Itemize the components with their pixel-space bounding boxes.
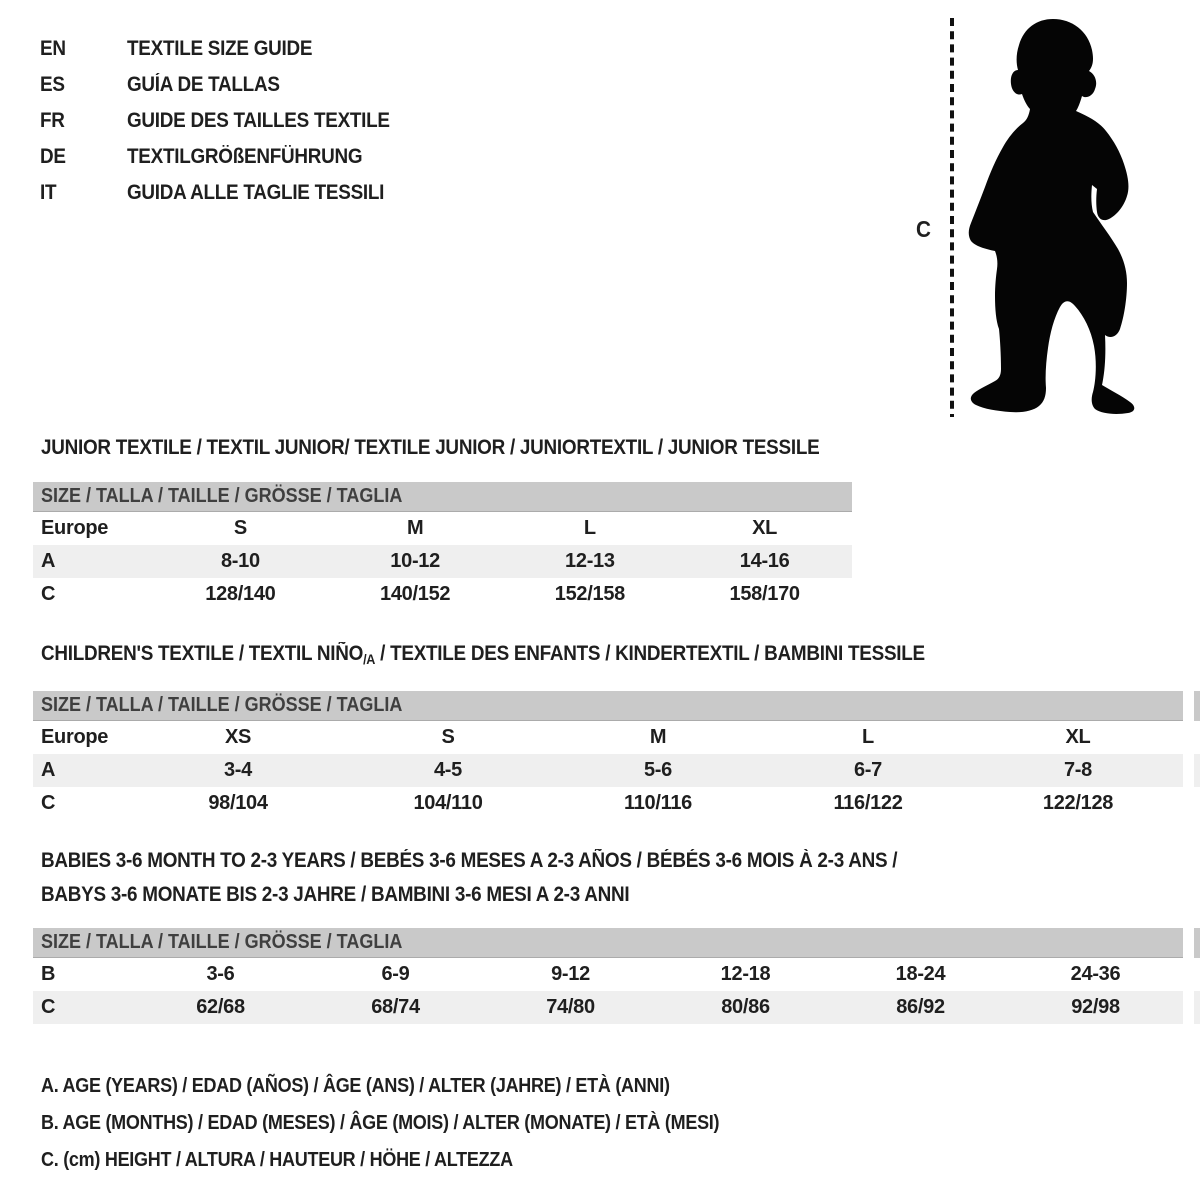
lang-row-de [40,139,419,175]
table-row [33,991,1183,1024]
size-cell: XL [752,517,778,539]
height-cell: 122/128 [1042,792,1114,814]
age-cell: 7-8 [1063,759,1092,781]
baby-silhouette-icon [969,19,1135,414]
age-cell: 12-18 [720,963,771,985]
age-cell: 12-13 [565,550,615,572]
size-cell: L [583,517,596,539]
age-cell: 10-12 [390,550,440,572]
height-cell: 92/98 [1071,996,1120,1018]
height-cell: 98/104 [208,792,268,814]
size-cell: S [233,517,247,539]
size-cell: S [441,726,455,748]
height-cell: 140/152 [380,583,451,605]
table-row [33,578,852,611]
row-label: C [41,792,56,814]
size-cell: XS [224,726,252,748]
lang-title-es: GUÍA DE TALLAS [127,73,280,96]
legend-line-c: C. (cm) HEIGHT / ALTURA / HAUTEUR / HÖHE / ALTEZZA [41,1149,513,1171]
table-row [33,754,1183,787]
table-edge-sliver [1194,754,1200,787]
lang-row-es [40,67,419,103]
junior-size-table [33,482,852,611]
lang-title-de: TEXTILGRÖßENFÜHRUNG [127,145,363,168]
row-label: Europe [41,726,109,748]
junior-table-header: SIZE / TALLA / TAILLE / GRÖSSE / TAGLIA [33,482,852,512]
table-edge-sliver [1194,991,1200,1024]
lang-code-de: DE [40,145,66,168]
table-row [33,721,1183,754]
children-table-header: SIZE / TALLA / TAILLE / GRÖSSE / TAGLIA [33,691,1183,721]
age-cell: 5-6 [643,759,672,781]
lang-code-it: IT [40,181,57,204]
height-measure-label: C [916,216,931,242]
children-size-table [33,691,1183,820]
height-cell: 158/170 [729,583,800,605]
height-figure [900,10,1200,430]
height-cell: 110/116 [624,792,692,814]
size-cell: XL [1065,726,1091,748]
lang-row-en [40,31,419,67]
children-section-heading: CHILDREN'S TEXTILE / TEXTIL $NIÑO_{/A}$ / TEXTILE DES ENFANTS / KINDERTEXTIL / BAMBINI TESSILE [41,642,925,667]
age-cell: 6-9 [381,963,410,985]
table-row [33,545,852,578]
measure-legend [41,1068,795,1179]
age-cell: 24-36 [1070,963,1121,985]
age-cell: 8-10 [220,550,260,572]
legend-line-b: B. AGE (MONTHS) / EDAD (MESES) / ÂGE (MOIS) / ALTER (MONATE) / ETÀ (MESI) [41,1112,720,1134]
lang-title-fr: GUIDE DES TAILLES TEXTILE [127,109,390,132]
row-label: C [41,583,56,605]
babies-size-table [33,928,1183,1024]
age-cell: 4-5 [433,759,462,781]
age-cell: 6-7 [853,759,882,781]
row-label: C [41,996,56,1018]
table-row [33,512,852,545]
legend-line-a: A. AGE (YEARS) / EDAD (AÑOS) / ÂGE (ANS) / ALTER (JAHRE) / ETÀ (ANNI) [41,1075,670,1097]
babies-section-heading-line1: BABIES 3-6 MONTH TO 2-3 YEARS / BEBÉS 3-6 MESES A 2-3 AÑOS / BÉBÉS 3-6 MOIS À 2-3 ANS / [41,849,898,872]
lang-row-it [40,175,419,211]
age-cell: 18-24 [895,963,946,985]
size-cell: M [406,517,424,539]
age-cell: 9-12 [551,963,590,985]
height-cell: 104/110 [413,792,483,814]
lang-code-fr: FR [40,109,65,132]
height-cell: 86/92 [896,996,945,1018]
language-title-list [40,31,419,211]
row-label: B [41,963,56,985]
size-cell: L [862,726,874,748]
height-cell: 116/122 [833,792,903,814]
height-cell: 62/68 [196,996,245,1018]
table-edge-sliver [1194,691,1200,721]
lang-title-en: TEXTILE SIZE GUIDE [127,37,313,60]
row-label: A [41,759,56,781]
height-cell: 128/140 [205,583,276,605]
table-row [33,958,1183,991]
row-label: Europe [41,517,109,539]
age-cell: 14-16 [739,550,790,572]
babies-table-header: SIZE / TALLA / TAILLE / GRÖSSE / TAGLIA [33,928,1183,958]
row-label: A [41,550,56,572]
babies-section-heading-line2: BABYS 3-6 MONATE BIS 2-3 JAHRE / BAMBINI 3-6 MESI A 2-3 ANNI [41,883,630,906]
lang-title-it: GUIDA ALLE TAGLIE TESSILI [127,181,385,204]
height-cell: 80/86 [721,996,770,1018]
age-cell: 3-4 [223,759,252,781]
table-edge-sliver [1194,928,1200,958]
height-cell: 152/158 [554,583,625,605]
lang-row-fr [40,103,419,139]
size-cell: M [649,726,667,748]
table-row [33,787,1183,820]
junior-section-heading: JUNIOR TEXTILE / TEXTIL JUNIOR/ TEXTILE JUNIOR / JUNIORTEXTIL / JUNIOR TESSILE [41,436,820,459]
lang-code-es: ES [40,73,65,96]
lang-code-en: EN [40,37,66,60]
height-cell: 74/80 [546,996,595,1018]
height-cell: 68/74 [371,996,420,1018]
age-cell: 3-6 [206,963,235,985]
